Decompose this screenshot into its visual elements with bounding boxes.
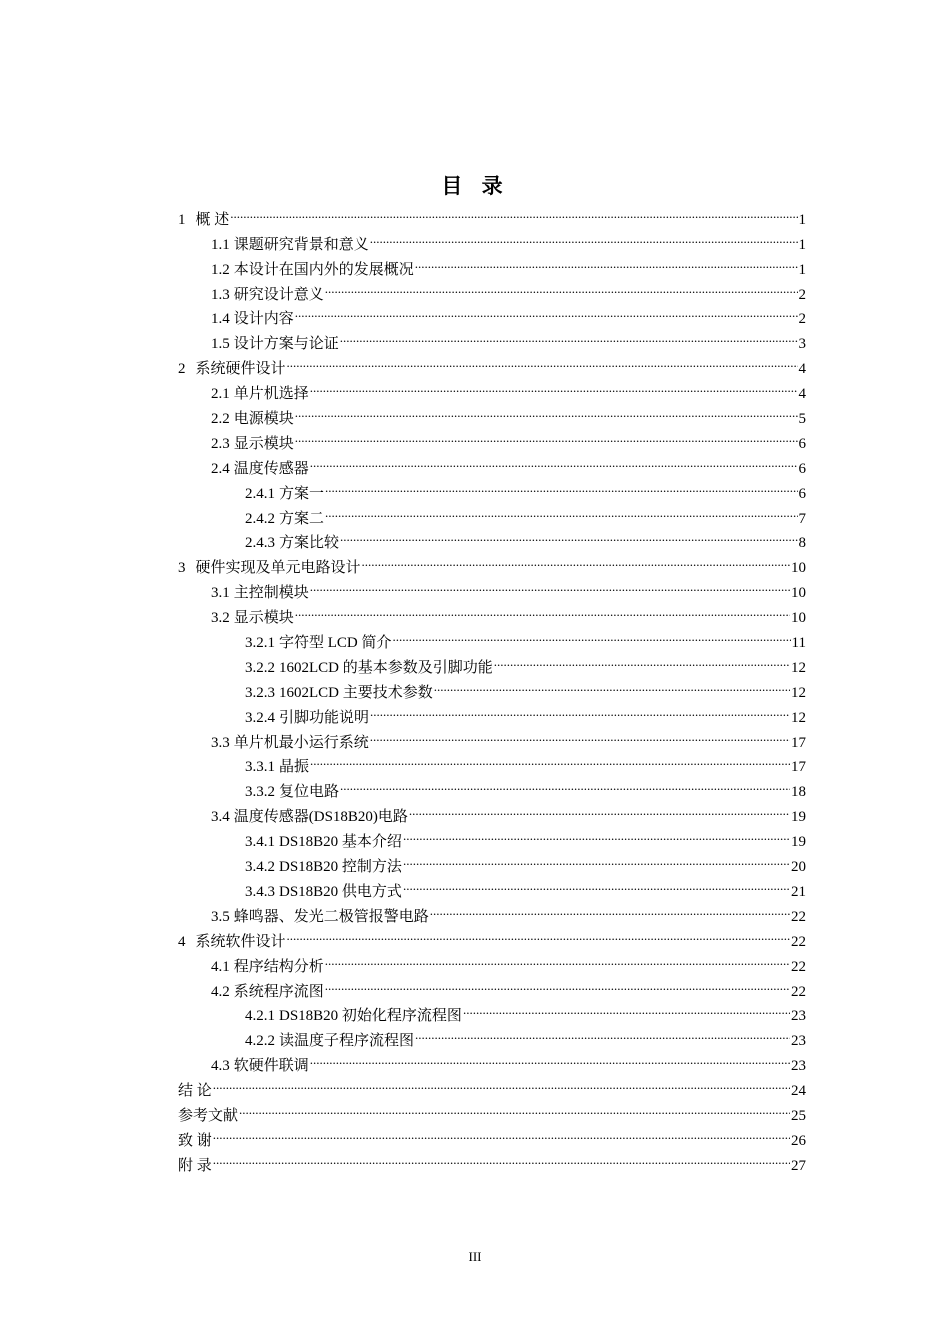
toc-entry-label: 蜂鸣器、发光二极管报警电路 [233, 908, 429, 925]
toc-entry-number: 2.4 [211, 460, 230, 477]
toc-entry-page: 3 [798, 336, 806, 353]
toc-entry-page: 21 [791, 883, 806, 900]
toc-entry-label: DS18B20 控制方法 [279, 859, 402, 876]
toc-entry-number: 1.1 [211, 236, 230, 253]
toc-dot-leader [325, 498, 797, 523]
toc-entry-label: 结 论 [178, 1083, 212, 1100]
toc-entry-label: 主控制模块 [233, 585, 309, 602]
toc-entry-number: 1 [178, 211, 186, 228]
toc-dot-leader [295, 597, 790, 622]
toc-dot-leader [430, 896, 790, 921]
toc-entry-page: 22 [791, 933, 806, 950]
toc-entry-number: 4.3 [211, 1058, 230, 1075]
toc-entry-label: 设计内容 [233, 311, 294, 328]
toc-dot-leader [415, 1020, 790, 1045]
toc-entry-label: 参考文献 [178, 1107, 239, 1124]
toc-entry-label: 设计方案与论证 [233, 336, 339, 353]
toc-entry-page: 7 [798, 510, 806, 527]
toc-dot-leader [403, 846, 790, 871]
toc-dot-leader [230, 199, 797, 224]
toc-dot-leader [370, 722, 790, 747]
toc-entry-label: 显示模块 [233, 610, 294, 627]
toc-entry-label: 温度传感器 [233, 460, 309, 477]
toc-entry-label: 系统程序流图 [233, 983, 324, 1000]
toc-entry[interactable] [178, 1070, 806, 1100]
toc-entry-number: 3.4.1 [245, 834, 275, 851]
toc-entry[interactable] [178, 1145, 806, 1174]
toc-dot-leader [370, 224, 798, 249]
toc-entry-label: 方案一 [279, 485, 325, 502]
toc-entry-label: 课题研究背景和意义 [233, 236, 369, 253]
toc-entry-number: 3.2.4 [245, 709, 275, 726]
toc-entry-page: 18 [791, 784, 806, 801]
toc-entry-label: 硬件实现及单元电路设计 [195, 560, 361, 577]
toc-entry-page: 23 [791, 1033, 806, 1050]
toc-dot-leader [295, 423, 798, 448]
toc-entry-label: 附 录 [178, 1157, 212, 1174]
toc-dot-leader [403, 871, 790, 896]
toc-entry-label: 单片机最小运行系统 [233, 734, 369, 751]
toc-entry[interactable] [178, 1120, 806, 1149]
toc-entry-number: 4.1 [211, 958, 230, 975]
toc-entry-page: 22 [791, 908, 806, 925]
toc-entry-page: 25 [791, 1107, 806, 1124]
toc-dot-leader [340, 771, 790, 796]
toc-entry-page: 19 [791, 834, 806, 851]
toc-entry-label: DS18B20 基本介绍 [279, 834, 402, 851]
toc-entry-number: 1.5 [211, 336, 230, 353]
page-title: 目 录 [441, 174, 509, 198]
toc-entry-page: 22 [791, 958, 806, 975]
toc-entry-label: 晶振 [279, 759, 310, 776]
toc-entry-label: 引脚功能说明 [279, 709, 370, 726]
toc-dot-leader [494, 647, 790, 672]
toc-entry-label: 致 谢 [178, 1132, 212, 1149]
toc-entry-page: 6 [798, 435, 806, 452]
page-number: III [468, 1249, 482, 1264]
toc-entry-number: 4.2.1 [245, 1008, 275, 1025]
toc-entry-number: 3.1 [211, 585, 230, 602]
toc-entry-page: 12 [791, 684, 806, 701]
toc-dot-leader [310, 1045, 790, 1070]
toc-dot-leader [287, 348, 798, 373]
toc-dot-leader [310, 373, 798, 398]
toc-entry-number: 2 [178, 361, 186, 378]
toc-entry-label: 1602LCD 主要技术参数 [279, 684, 433, 701]
toc-dot-leader [403, 821, 790, 846]
toc-entry-page: 26 [791, 1132, 806, 1149]
toc-dot-leader [340, 323, 798, 348]
toc-dot-leader [310, 448, 798, 473]
toc-entry-number: 3.4 [211, 809, 230, 826]
toc-entry-label: 显示模块 [233, 435, 294, 452]
toc-entry-label: 系统软件设计 [195, 933, 286, 950]
toc-entry-page: 19 [791, 809, 806, 826]
toc-entry-page: 20 [791, 859, 806, 876]
toc-entry-page: 1 [798, 236, 806, 253]
toc-entry-label: 读温度子程序流程图 [279, 1033, 415, 1050]
toc-dot-leader [340, 523, 797, 548]
toc-entry-number: 3.4.2 [245, 859, 275, 876]
toc-entry-page: 10 [791, 610, 806, 627]
toc-entry-label: 电源模块 [233, 411, 294, 428]
toc-entry-label: DS18B20 供电方式 [279, 883, 402, 900]
toc-entry-number: 1.3 [211, 286, 230, 303]
toc-entry-number: 4.2.2 [245, 1033, 275, 1050]
toc-dot-leader [362, 547, 790, 572]
toc-entry-label: 概 述 [195, 211, 230, 228]
toc-dot-leader [393, 622, 791, 647]
toc-dot-leader [213, 1070, 790, 1095]
toc-dot-leader [434, 672, 790, 697]
toc-entry-label: 温度传感器(DS18B20)电路 [233, 809, 408, 826]
toc-entry-page: 6 [798, 485, 806, 502]
toc-entry-page: 10 [791, 560, 806, 577]
toc-entry-page: 12 [791, 709, 806, 726]
toc-entry-number: 2.2 [211, 411, 230, 428]
toc-entry-page: 22 [791, 983, 806, 1000]
toc-dot-leader [213, 1145, 790, 1170]
toc-entry-number: 3.2.2 [245, 659, 275, 676]
toc-entry-number: 3.2.1 [245, 635, 275, 652]
toc-entry-number: 4.2 [211, 983, 230, 1000]
toc-entry-label: 字符型 LCD 简介 [279, 635, 392, 652]
toc-entry-number: 3 [178, 560, 186, 577]
toc-entry-page: 10 [791, 585, 806, 602]
toc-entry-page: 12 [791, 659, 806, 676]
toc-entry-number: 3.4.3 [245, 883, 275, 900]
toc-entry-page: 2 [798, 311, 806, 328]
toc-entry-page: 8 [798, 535, 806, 552]
toc-entry-number: 3.2.3 [245, 684, 275, 701]
toc-dot-leader [310, 747, 790, 772]
toc-entry-page: 24 [791, 1083, 806, 1100]
toc-dot-leader [295, 398, 798, 423]
toc-entry-number: 2.4.1 [245, 485, 275, 502]
toc-dot-leader [370, 697, 790, 722]
toc-entry-number: 3.3.1 [245, 759, 275, 776]
toc-dot-leader [325, 274, 798, 299]
toc-entry-page: 11 [791, 635, 806, 652]
toc-entry-label: DS18B20 初始化程序流程图 [279, 1008, 462, 1025]
toc-entry-number: 3.3.2 [245, 784, 275, 801]
toc-dot-leader [239, 1095, 790, 1120]
toc-entry-number: 4 [178, 933, 186, 950]
toc-entry-number: 3.5 [211, 908, 230, 925]
toc-entry-label: 复位电路 [279, 784, 340, 801]
table-of-contents [178, 199, 806, 1174]
toc-dot-leader [415, 249, 798, 274]
toc-dot-leader [325, 971, 790, 996]
toc-entry-label: 方案二 [279, 510, 325, 527]
toc-entry-number: 2.4.2 [245, 510, 275, 527]
toc-dot-leader [295, 299, 798, 324]
toc-dot-leader [325, 473, 797, 498]
toc-dot-leader [310, 572, 790, 597]
toc-entry-label: 软硬件联调 [233, 1058, 309, 1075]
toc-entry-number: 2.3 [211, 435, 230, 452]
toc-entry-label: 研究设计意义 [233, 286, 324, 303]
toc-entry-page: 2 [798, 286, 806, 303]
toc-entry-page: 23 [791, 1008, 806, 1025]
toc-entry-page: 27 [791, 1157, 806, 1174]
toc-entry[interactable] [178, 199, 806, 228]
toc-dot-leader [287, 921, 790, 946]
toc-dot-leader [213, 1120, 790, 1145]
toc-entry-number: 3.2 [211, 610, 230, 627]
toc-entry-page: 1 [798, 211, 806, 228]
toc-entry-page: 17 [791, 759, 806, 776]
toc-entry-page: 23 [791, 1058, 806, 1075]
toc-entry-number: 1.2 [211, 261, 230, 278]
toc-entry-label: 方案比较 [279, 535, 340, 552]
toc-entry-label: 1602LCD 的基本参数及引脚功能 [279, 659, 493, 676]
toc-entry-page: 6 [798, 460, 806, 477]
toc-entry-number: 2.4.3 [245, 535, 275, 552]
toc-entry-page: 5 [798, 411, 806, 428]
toc-entry-number: 2.1 [211, 386, 230, 403]
toc-entry-number: 1.4 [211, 311, 230, 328]
toc-entry-page: 17 [791, 734, 806, 751]
toc-entry-page: 4 [798, 386, 806, 403]
toc-entry-label: 程序结构分析 [233, 958, 324, 975]
toc-entry[interactable] [178, 1095, 806, 1124]
toc-entry-label: 本设计在国内外的发展概况 [233, 261, 414, 278]
toc-dot-leader [325, 946, 790, 971]
toc-entry-page: 1 [798, 261, 806, 278]
toc-entry-label: 单片机选择 [233, 386, 309, 403]
toc-entry-label: 系统硬件设计 [195, 361, 286, 378]
toc-entry-page: 4 [798, 361, 806, 378]
toc-entry-number: 3.3 [211, 734, 230, 751]
toc-dot-leader [409, 796, 790, 821]
toc-dot-leader [463, 996, 790, 1021]
toc-entry[interactable] [178, 224, 806, 253]
